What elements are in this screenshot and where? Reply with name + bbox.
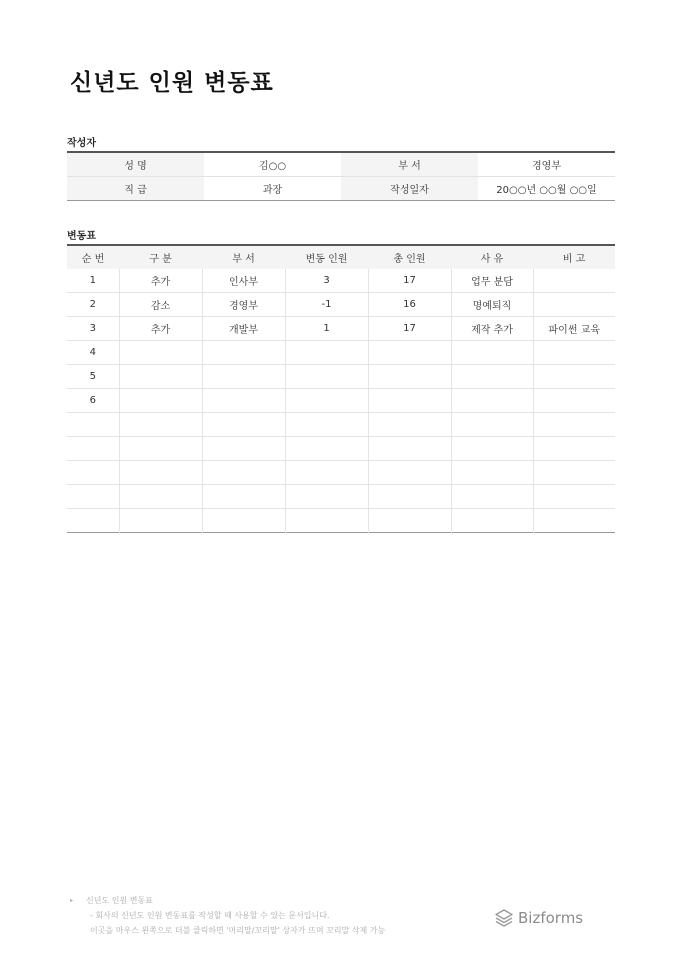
reason-cell (451, 485, 533, 509)
table-row (67, 389, 615, 413)
document-footer (70, 893, 385, 938)
reason-cell (451, 389, 533, 413)
reason-cell (451, 365, 533, 389)
total-count-cell: 17 (368, 269, 451, 293)
total-count-cell (368, 341, 451, 365)
column-header: 총 인원 (368, 245, 451, 269)
category-cell (119, 485, 202, 509)
total-count-cell: 17 (368, 317, 451, 341)
department-cell: 인사부 (202, 269, 285, 293)
change-count-cell (285, 437, 368, 461)
author-section-label: 작성자 (67, 138, 96, 149)
logo-text: Bizforms (518, 909, 584, 927)
table-row (67, 413, 615, 437)
department-cell (202, 461, 285, 485)
row-number-cell (67, 509, 119, 533)
remarks-cell: 파이썬 교육 (533, 317, 615, 341)
remarks-cell (533, 485, 615, 509)
row-number-cell: 3 (67, 317, 119, 341)
bizforms-stack-icon (494, 908, 514, 928)
category-cell: 추가 (119, 269, 202, 293)
department-cell (202, 509, 285, 533)
rank-value: 과장 (262, 185, 283, 196)
column-header: 비 고 (533, 245, 615, 269)
author-info-table (67, 151, 615, 201)
column-header: 사 유 (451, 245, 533, 269)
table-row (67, 437, 615, 461)
department-cell (202, 413, 285, 437)
table-row (67, 293, 615, 317)
name-label: 성 명 (67, 152, 204, 177)
category-cell (119, 461, 202, 485)
change-count-cell (285, 485, 368, 509)
remarks-cell (533, 389, 615, 413)
column-header: 구 분 (119, 245, 202, 269)
department-cell (202, 485, 285, 509)
change-count-cell (285, 509, 368, 533)
change-section-label: 변동표 (67, 231, 96, 242)
document-title: 신년도 인원 변동표 (70, 70, 274, 96)
remarks-cell (533, 437, 615, 461)
department-value: 경영부 (478, 152, 615, 177)
row-number-cell (67, 437, 119, 461)
author-info-row (67, 177, 615, 201)
category-cell (119, 437, 202, 461)
total-count-cell (368, 509, 451, 533)
table-row (67, 509, 615, 533)
name-value: 김○○ (204, 152, 341, 177)
remarks-cell (533, 293, 615, 317)
reason-cell (451, 341, 533, 365)
change-count-cell (285, 389, 368, 413)
reason-cell (451, 461, 533, 485)
date-value: 20○○년 ○○월 ○○일 (496, 185, 597, 196)
remarks-cell (533, 461, 615, 485)
row-number-cell: 4 (67, 341, 119, 365)
remarks-cell (533, 341, 615, 365)
remarks-cell (533, 269, 615, 293)
row-number-cell: 2 (67, 293, 119, 317)
category-cell (119, 365, 202, 389)
reason-cell: 제작 추가 (451, 317, 533, 341)
category-cell (119, 413, 202, 437)
row-number-cell (67, 461, 119, 485)
table-row (67, 269, 615, 293)
table-row (67, 317, 615, 341)
footer-line-2: 이곳을 마우스 왼쪽으로 더블 클릭하면 '머리말/꼬리말' 상자가 뜨며 꼬리말 삭제 가능 (90, 926, 386, 935)
department-cell (202, 365, 285, 389)
change-table (67, 244, 615, 533)
table-row (67, 485, 615, 509)
category-cell (119, 341, 202, 365)
date-label: 작성일자 (341, 177, 478, 201)
table-row (67, 461, 615, 485)
total-count-cell (368, 389, 451, 413)
change-count-cell: 1 (285, 317, 368, 341)
table-row (67, 365, 615, 389)
department-cell: 개발부 (202, 317, 285, 341)
total-count-cell (368, 485, 451, 509)
reason-cell: 명예퇴직 (451, 293, 533, 317)
change-table-header (67, 245, 615, 269)
department-cell (202, 389, 285, 413)
bizforms-logo (494, 908, 583, 928)
column-header: 부 서 (202, 245, 285, 269)
reason-cell: 업무 분담 (451, 269, 533, 293)
department-cell (202, 437, 285, 461)
total-count-cell: 16 (368, 293, 451, 317)
change-count-cell (285, 461, 368, 485)
column-header: 순 번 (67, 245, 119, 269)
footer-line-1: - 회사의 신년도 인원 변동표를 작성할 때 사용할 수 있는 문서입니다. (90, 911, 330, 920)
author-info-row (67, 152, 615, 177)
category-cell: 추가 (119, 317, 202, 341)
footer-title: 신년도 인원 변동표 (86, 896, 153, 905)
row-number-cell: 5 (67, 365, 119, 389)
remarks-cell (533, 365, 615, 389)
change-count-cell (285, 413, 368, 437)
change-count-cell (285, 365, 368, 389)
department-cell: 경영부 (202, 293, 285, 317)
row-number-cell (67, 485, 119, 509)
reason-cell (451, 509, 533, 533)
reason-cell (451, 437, 533, 461)
category-cell: 감소 (119, 293, 202, 317)
row-number-cell: 1 (67, 269, 119, 293)
change-count-cell: -1 (285, 293, 368, 317)
rank-label: 직 급 (67, 177, 204, 201)
total-count-cell (368, 413, 451, 437)
total-count-cell (368, 461, 451, 485)
remarks-cell (533, 413, 615, 437)
row-number-cell (67, 413, 119, 437)
total-count-cell (368, 365, 451, 389)
category-cell (119, 389, 202, 413)
row-number-cell: 6 (67, 389, 119, 413)
reason-cell (451, 413, 533, 437)
table-row (67, 341, 615, 365)
triangle-bullet-icon: ▸ (70, 897, 74, 904)
department-label: 부 서 (341, 152, 478, 177)
total-count-cell (368, 437, 451, 461)
category-cell (119, 509, 202, 533)
column-header: 변동 인원 (285, 245, 368, 269)
department-cell (202, 341, 285, 365)
remarks-cell (533, 509, 615, 533)
change-count-cell (285, 341, 368, 365)
change-count-cell: 3 (285, 269, 368, 293)
